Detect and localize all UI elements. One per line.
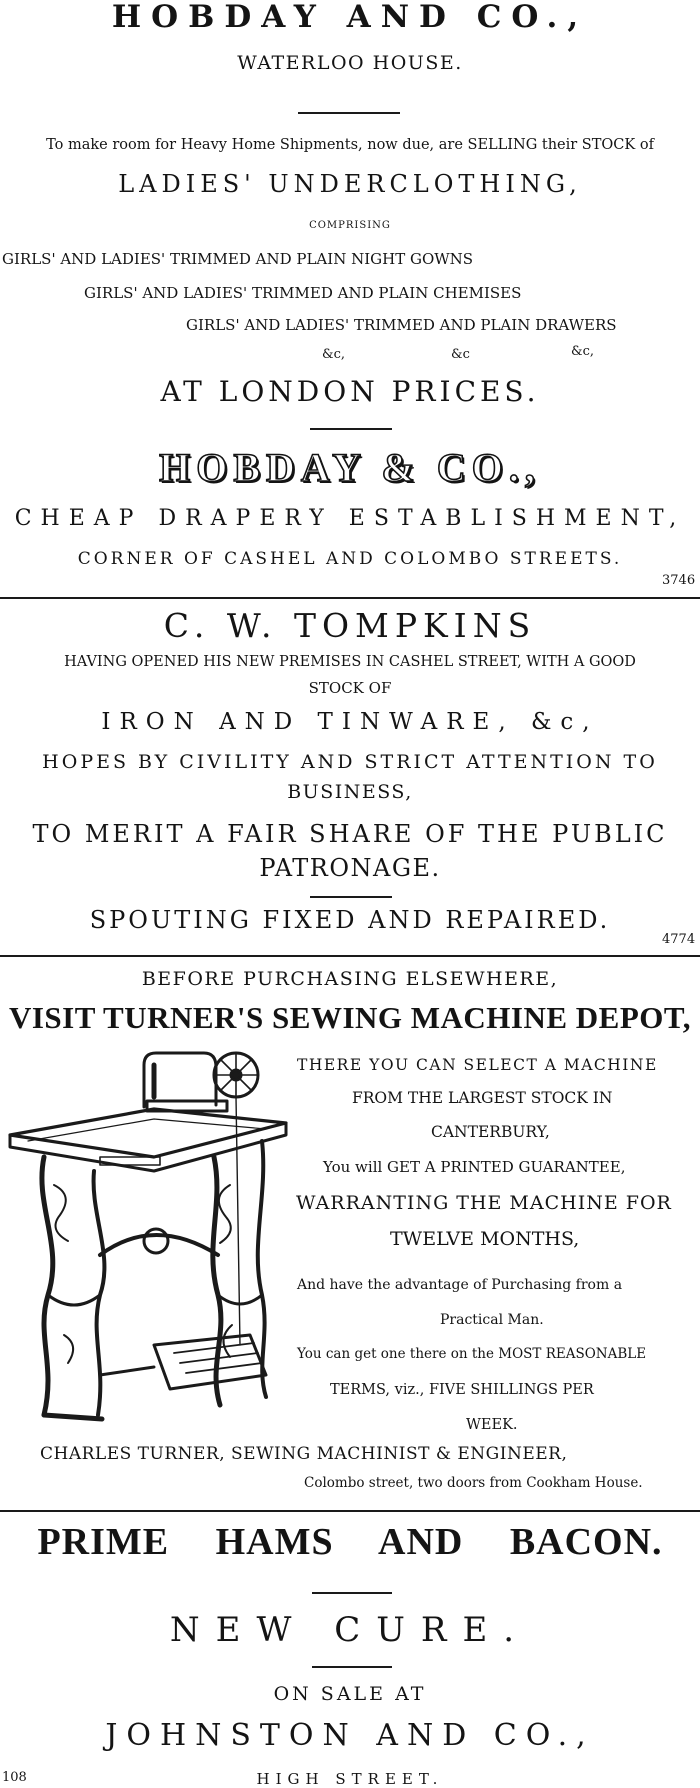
divider: [312, 1666, 392, 1668]
divider: [312, 1592, 392, 1594]
tompkins-line-2: STOCK OF: [308, 679, 392, 697]
section-divider: [0, 1510, 700, 1512]
johnston-name: JOHNSTON AND CO.,: [105, 1718, 595, 1753]
turner-line-3: CANTERBURY,: [431, 1123, 550, 1141]
turner-before: BEFORE PURCHASING ELSEWHERE,: [141, 968, 559, 990]
hobday-item-1: GIRLS' AND LADIES' TRIMMED AND PLAIN NIGHT GOWNS: [2, 250, 474, 268]
turner-line-4: You will GET A PRINTED GUARANTEE,: [323, 1158, 626, 1176]
divider: [310, 428, 392, 430]
divider: [310, 896, 392, 898]
hobday-address: CORNER OF CASHEL AND COLOMBO STREETS.: [77, 549, 623, 569]
tompkins-merit-2: PATRONAGE.: [259, 854, 441, 882]
hobday-item-2: GIRLS' AND LADIES' TRIMMED AND PLAIN CHEMISES: [84, 284, 522, 302]
hobday-subtitle: WATERLOO HOUSE.: [237, 52, 463, 74]
tompkins-spouting: SPOUTING FIXED AND REPAIRED.: [89, 906, 611, 934]
turner-line-11: WEEK.: [466, 1417, 518, 1433]
johnston-title: PRIME HAMS AND BACON.: [37, 1521, 663, 1563]
turner-line-7: And have the advantage of Purchasing from a: [297, 1277, 623, 1293]
hobday-item-3: GIRLS' AND LADIES' TRIMMED AND PLAIN DRAWERS: [186, 316, 617, 334]
divider: [298, 112, 400, 114]
sewing-machine-illustration: [4, 1045, 290, 1445]
tompkins-merit-1: TO MERIT A FAIR SHARE OF THE PUBLIC: [32, 820, 668, 848]
hobday-intro: To make room for Heavy Home Shipments, now due, are SELLING their STOCK of: [46, 137, 654, 153]
tompkins-hopes-1: HOPES BY CIVILITY AND STRICT ATTENTION TO: [42, 751, 658, 773]
hobday-etc-3: &c,: [571, 344, 594, 359]
turner-line-8: Practical Man.: [440, 1312, 544, 1328]
tompkins-ref-number: 4774: [662, 932, 696, 947]
hobday-heading: LADIES' UNDERCLOTHING,: [118, 170, 582, 198]
turner-line-5: WARRANTING THE MACHINE FOR: [296, 1192, 672, 1214]
hobday-etc-2: &c: [451, 347, 470, 362]
hobday-comprising: COMPRISING: [309, 220, 391, 231]
section-divider: [0, 955, 700, 957]
hobday-etc-1: &c,: [322, 347, 345, 362]
johnston-cure: NEW CURE.: [169, 1610, 531, 1650]
johnston-on-sale: ON SALE AT: [273, 1683, 427, 1705]
turner-line-1: THERE YOU CAN SELECT A MACHINE: [297, 1056, 658, 1074]
hobday-logo-name: HOBDAY & CO.,: [159, 445, 541, 490]
tompkins-goods: IRON AND TINWARE, &c,: [101, 709, 599, 735]
tompkins-line-1: HAVING OPENED HIS NEW PREMISES IN CASHEL STREET, WITH A GOOD: [64, 654, 636, 670]
turner-signature: CHARLES TURNER, SEWING MACHINIST & ENGINEER,: [40, 1444, 568, 1464]
hobday-ref-number: 3746: [662, 573, 696, 588]
tompkins-hopes-2: BUSINESS,: [287, 781, 413, 803]
section-divider: [0, 597, 700, 599]
turner-title: VISIT TURNER'S SEWING MACHINE DEPOT,: [8, 1000, 692, 1035]
page-number: 108: [2, 1770, 27, 1785]
turner-line-2: FROM THE LARGEST STOCK IN: [352, 1089, 613, 1107]
hobday-prices: AT LONDON PRICES.: [160, 375, 540, 408]
hobday-title: HOBDAY AND CO.,: [111, 0, 589, 35]
tompkins-title: C. W. TOMPKINS: [163, 606, 537, 645]
turner-line-6: TWELVE MONTHS,: [390, 1228, 580, 1250]
johnston-street: HIGH STREET.: [256, 1770, 444, 1788]
turner-line-10: TERMS, viz., FIVE SHILLINGS PER: [330, 1382, 594, 1398]
turner-line-9: You can get one there on the MOST REASONABLE: [297, 1346, 647, 1362]
hobday-establishment: CHEAP DRAPERY ESTABLISHMENT,: [14, 506, 686, 531]
turner-address: Colombo street, two doors from Cookham House.: [304, 1475, 643, 1491]
